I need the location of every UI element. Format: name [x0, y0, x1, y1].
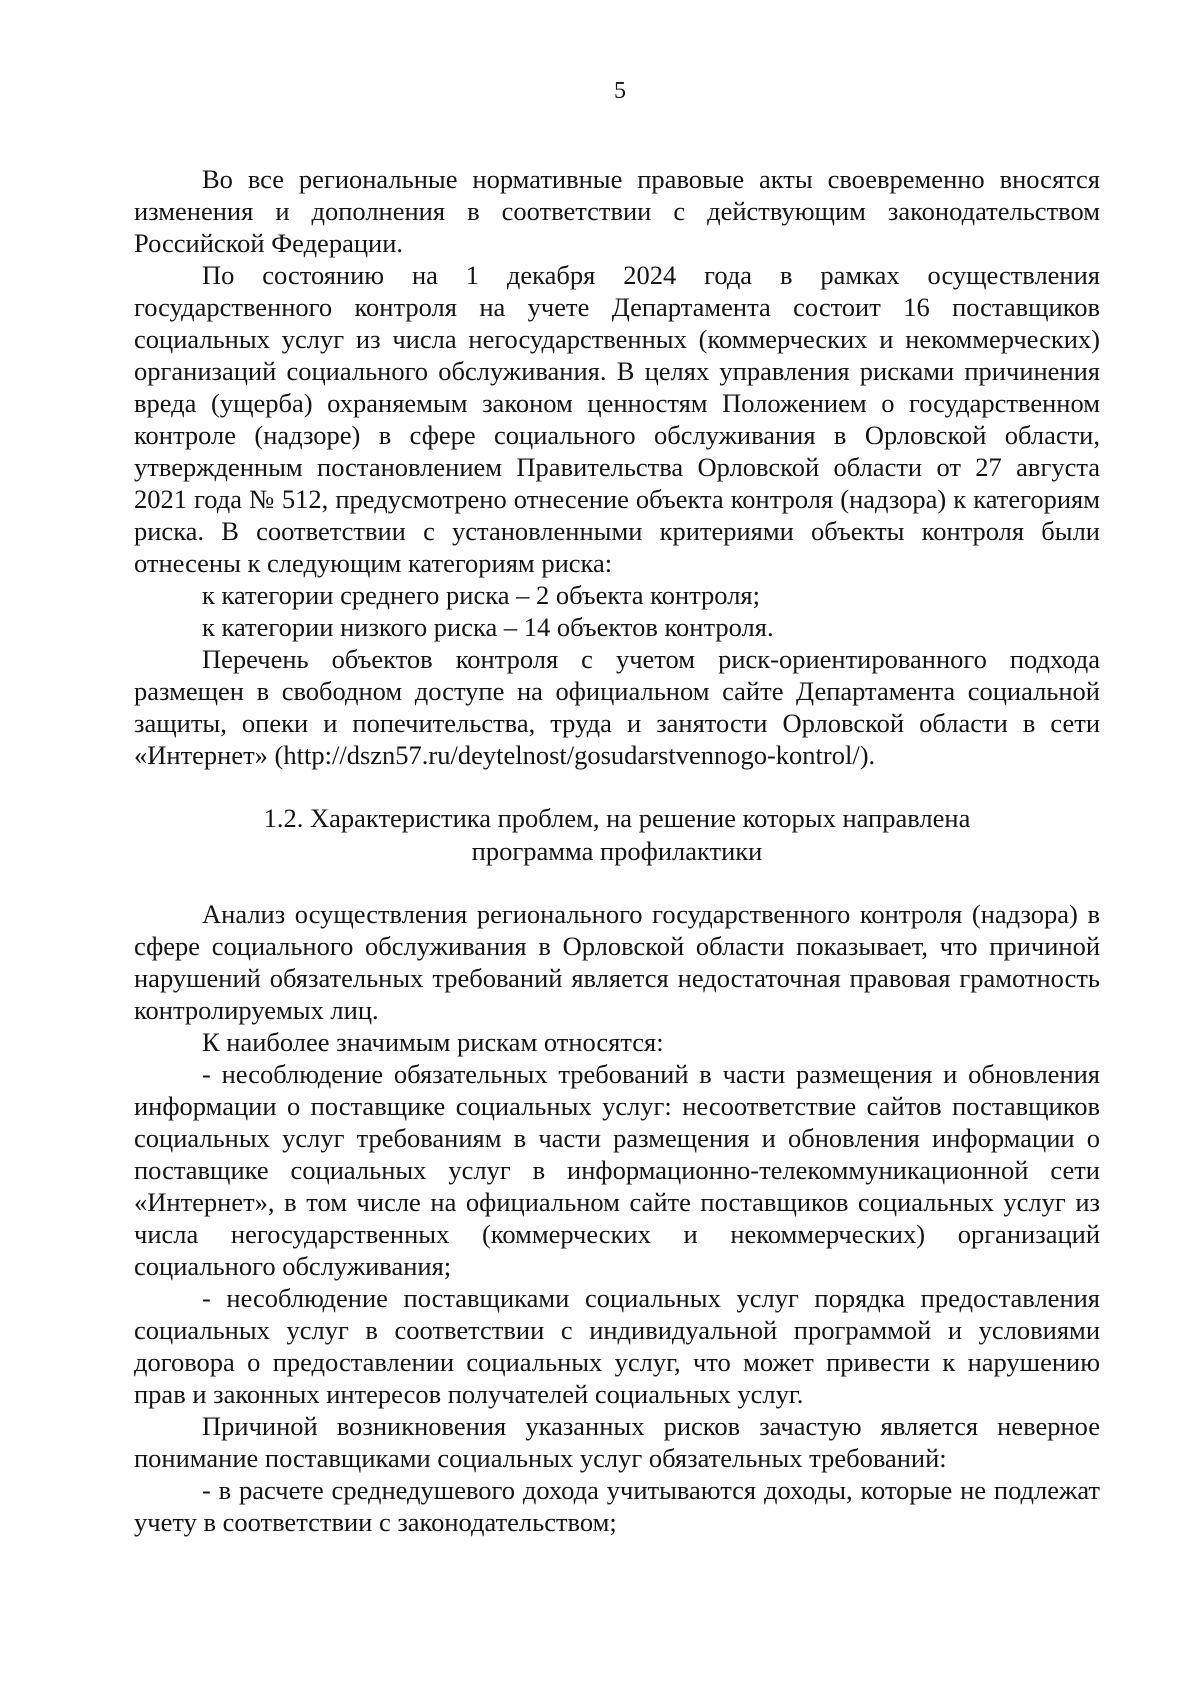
section-heading-line-1: 1.2. Характеристика проблем, на решение которых направлена	[263, 803, 971, 833]
section-heading-line-2: программа профилактики	[471, 836, 763, 866]
section-heading	[134, 802, 1100, 868]
paragraph-regulatory-updates: Во все региональные нормативные правовые акты своевременно вносятся изменения и дополнения в соответствии с действующим законодательством Российской Федерации.	[134, 164, 1100, 258]
paragraph-objects-list: Перечень объектов контроля с учетом риск-ориентированного подхода размещен в свободном доступе на официальном сайте Департамента социальной защиты, опеки и попечительства, труда и занятости Орловской области в сети «Интернет» (http://dszn57.ru/deytelnost/gosudarstvennogo-kontrol/).	[134, 644, 1100, 770]
list-item-low-risk: к категории низкого риска – 14 объектов контроля.	[202, 612, 774, 642]
paragraph-control-status: По состоянию на 1 декабря 2024 года в рамках осуществления государственного контроля на учете Департамента состоит 16 поставщиков социальных услуг из числа негосударственных (коммерческих и некоммерческих) организаций социального обслуживания. В целях управления рисками причинения вреда (ущерба) охраняемым законом ценностям Положением о государственном контроле (надзоре) в сфере социального обслуживания в Орловской области, утвержденным постановлением Правительства Орловской области от 27 августа 2021 года № 512, предусмотрено отнесение объекта контроля (надзора) к категориям риска. В соответствии с установленными критериями объекты контроля были отнесены к следующим категориям риска:	[134, 260, 1100, 578]
list-item-procedure-risk: - несоблюдение поставщиками социальных услуг порядка предоставления социальных услуг в соответствии с индивидуальной программой и условиями договора о предоставлении социальных услуг, что может привести к нарушению прав и законных интересов получателей социальных услуг.	[134, 1283, 1100, 1409]
list-item-website-risk: - несоблюдение обязательных требований в части размещения и обновления информации о поставщике социальных услуг: несоответствие сайтов поставщиков социальных услуг требованиям в части размещения и обновления информации о поставщике социальных услуг в информационно-телекоммуникационной сети «Интернет», в том числе на официальном сайте поставщиков социальных услуг из числа негосударственных (коммерческих и некоммерческих) организаций социального обслуживания;	[134, 1059, 1100, 1281]
list-item-income-calculation: - в расчете среднедушевого дохода учитываются доходы, которые не подлежат учету в соответствии с законодательством;	[134, 1475, 1100, 1537]
paragraph-risk-causes: Причиной возникновения указанных рисков зачастую является неверное понимание поставщиками социальных услуг обязательных требований:	[134, 1411, 1100, 1473]
list-item-medium-risk: к категории среднего риска – 2 объекта контроля;	[202, 580, 760, 610]
document-body	[134, 163, 1100, 1538]
paragraph-analysis: Анализ осуществления регионального государственного контроля (надзора) в сфере социального обслуживания в Орловской области показывает, что причиной нарушений обязательных требований является недостаточная правовая грамотность контролируемых лиц.	[134, 899, 1100, 1025]
paragraph-risks-intro: К наиболее значимым рискам относятся:	[202, 1027, 664, 1057]
page-number: 5	[614, 78, 626, 104]
